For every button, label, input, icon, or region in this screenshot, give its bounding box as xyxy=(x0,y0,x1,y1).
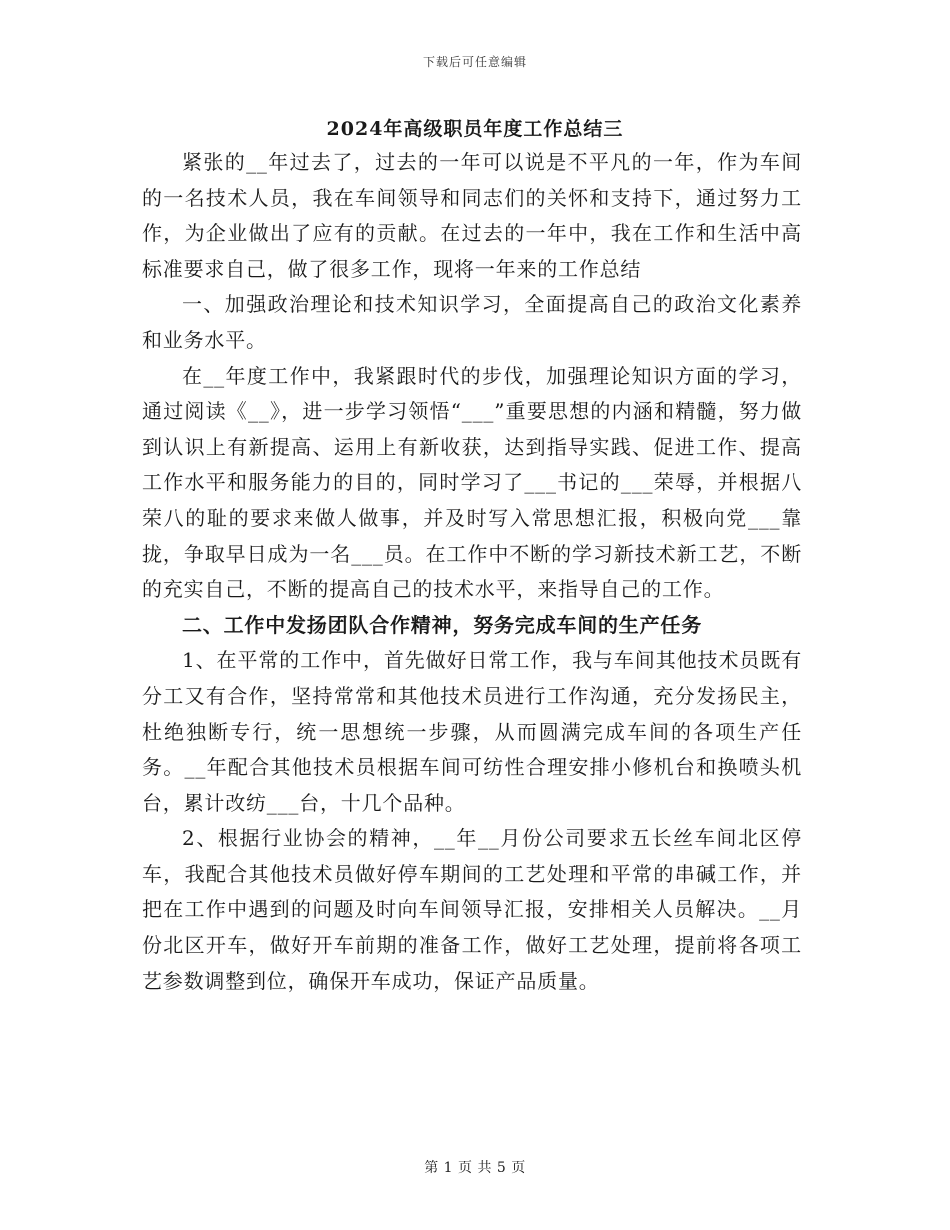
paragraph-intro: 紧张的__年过去了，过去的一年可以说是不平凡的一年，作为车间的一名技术人员，我在车间领导和同志们的关怀和支持下，通过努力工作，为企业做出了应有的贡献。在过去的一年中，我在工作和生活中高标准要求自己，做了很多工作，现将一年来的工作总结 xyxy=(142,150,802,281)
section-heading-1: 一、加强政治理论和技术知识学习，全面提高自己的政治文化素养和业务水平。 xyxy=(142,292,802,352)
document-title: 2024年高级职员年度工作总结三 xyxy=(326,118,624,140)
paragraph-study: 在__年度工作中，我紧跟时代的步伐，加强理论知识方面的学习，通过阅读《__》，进一步学习领悟“___”重要思想的内涵和精髓，努力做到认识上有新提高、运用上有新收获，达到指导实践、促进工作、提高工作水平和服务能力的目的，同时学习了___书记的___荣辱，并根据八荣八的耻的要求来做人做事，并及时写入常思想汇报，积极向党___靠拢，争取早日成为一名___员。在工作中不断的学习新技术新工艺，不断的充实自己，不断的提高自己的技术水平，来指导自己的工作。 xyxy=(142,363,802,602)
header-note: 下载后可任意编辑 xyxy=(422,55,527,69)
document-body xyxy=(142,145,802,999)
paragraph-item-1: 1、在平常的工作中，首先做好日常工作，我与车间其他技术员既有分工又有合作，坚持常常和其他技术员进行工作沟通，充分发扬民主，杜绝独断专行，统一思想统一步骤，从而圆满完成车间的各项生产任务。__年配合其他技术员根据车间可纺性合理安排小修机台和换喷头机台，累计改纺___台，十几个品种。 xyxy=(142,648,802,815)
section-heading-2: 二、工作中发扬团队合作精神，努务完成车间的生产任务 xyxy=(182,612,702,637)
page-number: 第 1 页 共 5 页 xyxy=(424,1160,526,1176)
paragraph-item-2: 2、根据行业协会的精神，__年__月份公司要求五长丝车间北区停车，我配合其他技术员做好停车期间的工艺处理和平常的串碱工作，并把在工作中遇到的问题及时向车间领导汇报，安排相关人员解决。__月份北区开车，做好开车前期的准备工作，做好工艺处理，提前将各项工艺参数调整到位，确保开车成功，保证产品质量。 xyxy=(142,826,802,993)
